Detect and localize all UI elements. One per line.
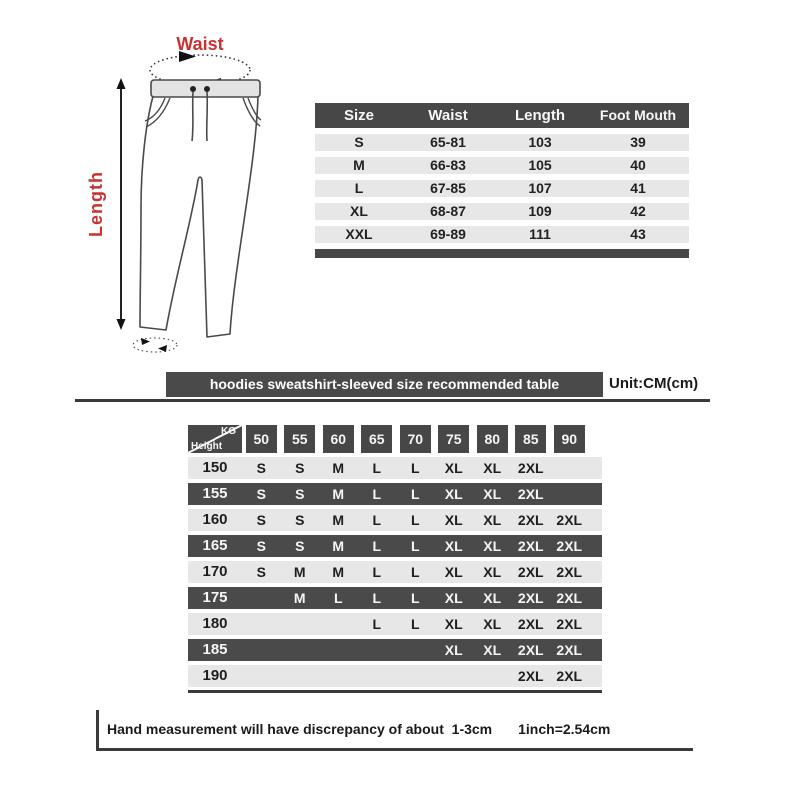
matrix-size-cell: XL [444,564,463,580]
matrix-size-cell [281,613,320,635]
height-label: 185 [202,641,228,658]
foot-mouth-cell: 41 [630,180,646,196]
matrix-size-cell: S [256,486,266,502]
matrix-size-cell [435,665,474,687]
pants-outline [140,96,258,337]
matrix-size-cell [319,665,358,687]
height-label: 180 [202,615,228,632]
matrix-size-cell: S [256,460,266,476]
matrix-size-cell: L [372,460,382,476]
size-cell: S [354,134,364,150]
matrix-size-cell: 2XL [517,642,544,658]
matrix-size-cell: 2XL [556,538,583,554]
waist-cell: 69-89 [430,226,466,242]
pants-diagram-svg [55,8,325,368]
foot-mouth-cell: 42 [630,203,646,219]
waist-cell: 65-81 [430,134,466,150]
length-cell: 103 [528,134,552,150]
kg-header-cell: 75 [438,425,469,453]
matrix-size-cell: L [372,564,382,580]
header-cell-foot-mouth: Foot Mouth [599,107,677,123]
matrix-size-cell: S [295,512,305,528]
matrix-size-cell: M [332,460,345,476]
matrix-size-cell: S [256,564,266,580]
matrix-size-cell: L [372,538,382,554]
size-table-row [315,203,689,220]
length-cell: 107 [528,180,552,196]
corner-height-label: Height [191,441,223,452]
matrix-size-cell: L [410,616,420,632]
matrix-size-cell [242,665,281,687]
foot-mouth-cell: 39 [630,134,646,150]
size-cell: XXL [345,226,373,242]
matrix-size-cell: XL [444,642,463,658]
unit-label: Unit:CM(cm) [609,375,699,392]
header-cell-size: Size [343,107,374,124]
matrix-size-cell: XL [444,486,463,502]
matrix-size-cell: S [295,460,305,476]
length-arrow [117,78,126,330]
matrix-row [188,587,602,609]
kg-header-cell: 65 [361,425,392,453]
kg-header-cell: 50 [246,425,277,453]
matrix-size-cell [242,639,281,661]
matrix-size-cell [281,639,320,661]
matrix-size-cell [396,639,435,661]
matrix-size-cell: M [332,512,345,528]
height-label: 160 [202,511,228,528]
matrix-size-cell: S [256,512,266,528]
matrix-size-cell: XL [444,590,463,606]
matrix-size-cell: L [410,460,420,476]
length-cell: 111 [529,226,551,242]
height-label: 175 [202,589,228,606]
matrix-row [188,535,602,557]
matrix-size-cell [319,639,358,661]
height-label: 170 [202,563,228,580]
matrix-row [188,457,602,479]
matrix-size-cell: XL [483,512,502,528]
matrix-size-cell: 2XL [556,616,583,632]
matrix-table [188,425,602,693]
kg-header-cell: 80 [477,425,508,453]
matrix-size-cell: L [410,486,420,502]
height-label: 165 [202,537,228,554]
size-table-header [315,103,689,128]
foot-mouth-cell: 43 [630,226,646,242]
matrix-size-cell: XL [483,564,502,580]
waist-cell: 66-83 [430,157,466,173]
size-table-row [315,226,689,243]
matrix-size-cell: XL [483,486,502,502]
waist-cell: 68-87 [430,203,466,219]
matrix-body [188,457,602,687]
header-cell-waist: Waist [428,107,468,124]
matrix-row [188,665,602,687]
size-cell: M [353,157,365,173]
size-table-footer-bar [315,249,689,258]
matrix-row [188,483,602,505]
foot-mouth-cell: 40 [630,157,646,173]
pants-diagram [55,8,325,368]
matrix-size-cell: S [295,538,305,554]
matrix-size-cell: 2XL [556,590,583,606]
kg-header-cell: 85 [515,425,546,453]
matrix-size-cell: XL [444,616,463,632]
footer-note: Hand measurement will have discrepancy of about 1-3cm [107,721,493,737]
matrix-size-cell: L [372,512,382,528]
matrix-size-cell: L [372,590,382,606]
matrix-size-cell: 2XL [556,668,583,684]
matrix-size-cell: L [410,538,420,554]
size-table [315,103,689,258]
matrix-size-cell: M [332,564,345,580]
matrix-size-cell: 2XL [517,486,544,502]
matrix-size-cell: 2XL [556,512,583,528]
matrix-size-cell [358,665,397,687]
matrix-size-cell: 2XL [517,460,544,476]
matrix-size-cell: XL [483,616,502,632]
length-cell: 109 [528,203,552,219]
matrix-size-cell [319,613,358,635]
divider-line [75,399,710,402]
matrix-row [188,561,602,583]
corner-cell [188,425,242,453]
matrix-size-cell [358,639,397,661]
length-label: Length [86,171,106,237]
matrix-size-cell: 2XL [517,590,544,606]
matrix-size-cell [550,457,589,479]
banner-title: hoodies sweatshirt-sleeved size recommended table [166,372,603,397]
waist-cell: 67-85 [430,180,466,196]
matrix-row [188,613,602,635]
matrix-row [188,509,602,531]
matrix-size-cell: M [332,486,345,502]
matrix-size-cell: 2XL [517,668,544,684]
matrix-size-cell [473,665,512,687]
matrix-row [188,639,602,661]
matrix-size-cell: XL [483,460,502,476]
height-label: 155 [202,485,228,502]
header-cell-length: Length [515,107,565,124]
matrix-size-cell: 2XL [556,642,583,658]
footer-note-box [96,710,693,751]
height-label: 190 [202,667,228,684]
matrix-size-cell: M [332,538,345,554]
matrix-size-cell: S [256,538,266,554]
matrix-size-cell: 2XL [517,616,544,632]
matrix-size-cell [281,665,320,687]
matrix-size-cell [242,587,281,609]
matrix-size-cell: M [293,590,306,606]
matrix-size-cell: XL [444,512,463,528]
height-label: 150 [202,459,228,476]
waist-label: Waist [176,34,224,54]
size-cell: L [354,180,364,196]
matrix-size-cell: XL [483,538,502,554]
matrix-size-cell: L [410,564,420,580]
matrix-header-row [188,425,602,453]
corner-kg-label: KG [221,426,236,437]
matrix-size-cell: XL [483,642,502,658]
matrix-size-cell [242,613,281,635]
matrix-size-cell [396,665,435,687]
matrix-size-cell: XL [483,590,502,606]
matrix-size-cell: XL [444,538,463,554]
matrix-size-cell: L [410,590,420,606]
matrix-size-cell: 2XL [517,512,544,528]
matrix-size-cell: XL [444,460,463,476]
matrix-size-cell: L [333,590,343,606]
matrix-bottom-line [188,690,602,693]
matrix-size-cell: M [293,564,306,580]
kg-header-cell: 60 [323,425,354,453]
ankle-ellipse [133,338,177,352]
matrix-size-cell: S [295,486,305,502]
size-table-row [315,180,689,197]
kg-header-cell: 90 [554,425,585,453]
matrix-size-cell: 2XL [556,564,583,580]
matrix-size-cell: L [372,616,382,632]
size-table-row [315,134,689,151]
matrix-size-cell: L [410,512,420,528]
size-cell: XL [350,203,368,219]
matrix-size-cell: 2XL [517,538,544,554]
size-table-row [315,157,689,174]
matrix-size-cell [550,483,589,505]
length-cell: 105 [528,157,552,173]
kg-header-cell: 55 [284,425,315,453]
matrix-size-cell: L [372,486,382,502]
matrix-size-cell: 2XL [517,564,544,580]
kg-header-cell: 70 [400,425,431,453]
footer-conversion: 1inch=2.54cm [518,721,611,737]
